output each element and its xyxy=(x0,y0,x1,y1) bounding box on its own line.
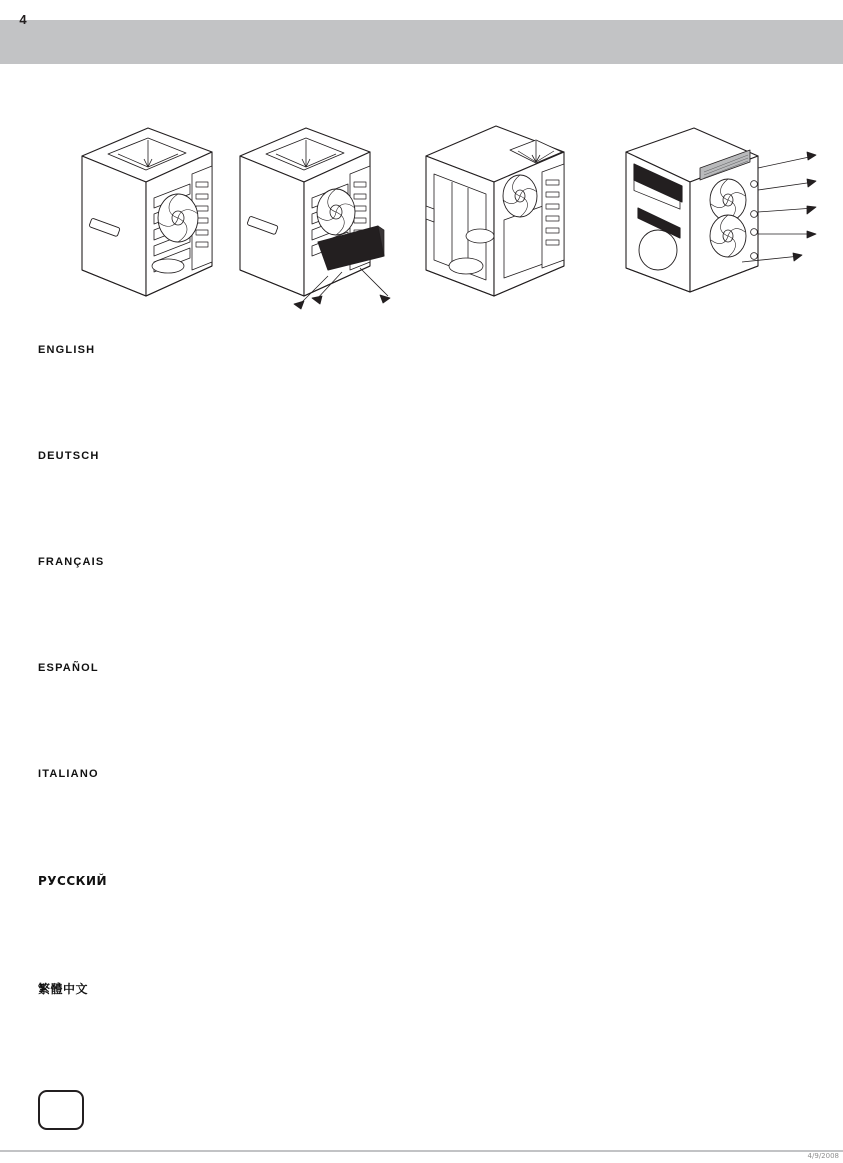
figure-rear-panel xyxy=(608,110,838,315)
illustration-strip xyxy=(0,110,843,330)
language-sections xyxy=(0,330,843,1072)
figure-drive-cage-removal xyxy=(232,110,402,325)
language-heading-english: ENGLISH xyxy=(38,344,96,356)
header-banner xyxy=(0,20,843,64)
language-section-english xyxy=(0,330,843,436)
language-section-traditional-chinese xyxy=(0,966,843,1072)
language-heading-francais: FRANÇAIS xyxy=(38,556,105,568)
figure-side-panel-removal xyxy=(60,110,230,315)
language-section-russian xyxy=(0,860,843,966)
language-heading-espanol: ESPAÑOL xyxy=(38,662,99,674)
language-section-espanol xyxy=(0,648,843,754)
language-heading-italiano: ITALIANO xyxy=(38,768,99,780)
language-section-deutsch xyxy=(0,436,843,542)
page-number: 4 xyxy=(19,12,27,27)
footer-divider xyxy=(0,1150,843,1152)
page-number-box xyxy=(38,1090,84,1130)
figure-open-frame xyxy=(412,110,592,315)
language-heading-deutsch: DEUTSCH xyxy=(38,450,100,462)
language-section-italiano xyxy=(0,754,843,860)
footer-code: 4/9/2008 xyxy=(807,1152,839,1160)
language-heading-russian: РУССКИЙ xyxy=(38,874,108,888)
language-section-francais xyxy=(0,542,843,648)
language-heading-traditional-chinese: 繁體中文 xyxy=(38,982,89,996)
